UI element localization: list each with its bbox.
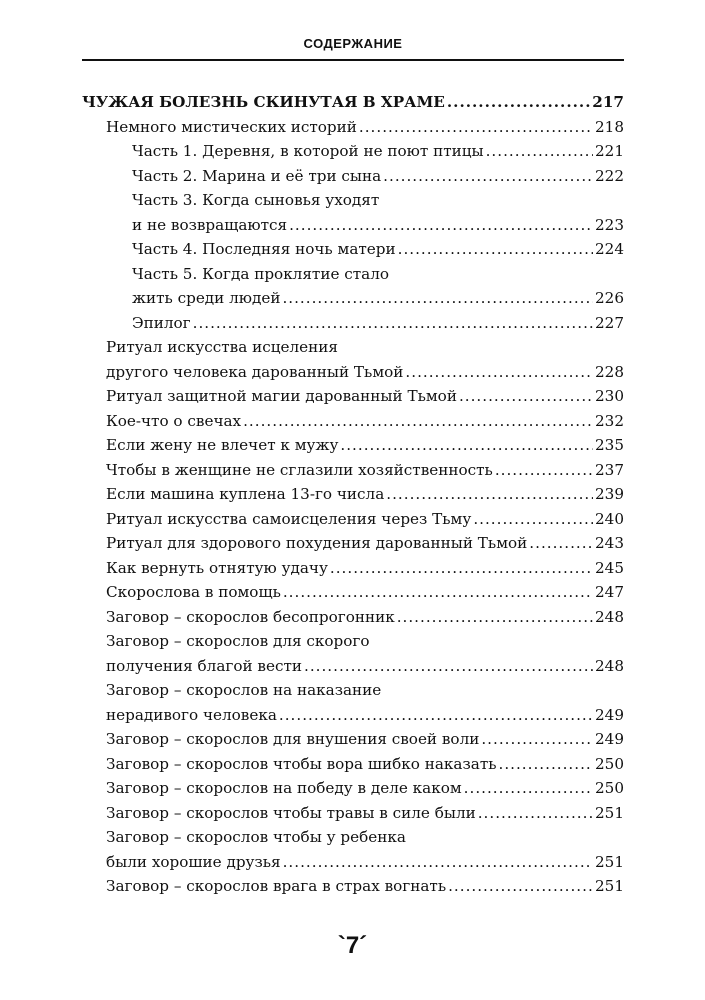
toc-entry-page: 224	[595, 240, 624, 258]
toc-entry	[82, 605, 624, 630]
toc-entry-title: Часть 1. Деревня, в которой не поют птицы	[132, 142, 484, 160]
toc-entry	[82, 874, 624, 899]
toc-entry-title: ЧУЖАЯ БОЛЕЗНЬ СКИНУТАЯ В ХРАМЕ	[82, 93, 445, 111]
toc-entry-page: 226	[595, 289, 624, 307]
running-header: СОДЕРЖАНИЕ	[303, 36, 403, 51]
toc-entry-page: 223	[595, 215, 624, 234]
toc-entry-title: Заговор – скорослов врага в страх вогнать	[106, 877, 447, 895]
toc-entry-title: Если жену не влечет к мужу	[106, 436, 339, 454]
toc-entry	[82, 213, 624, 238]
leader-dots	[279, 703, 593, 728]
toc-entry-title: Немного мистических историй	[106, 117, 357, 136]
toc-entry	[82, 115, 624, 140]
leader-dots	[447, 90, 590, 115]
toc-entry	[82, 654, 624, 679]
toc-entry-title: получения благой вести	[106, 656, 302, 675]
toc-entry-title: Заговор – скорослов чтобы у ребенка	[106, 828, 406, 846]
toc-entry	[82, 139, 624, 164]
leader-dots	[464, 776, 593, 801]
leader-dots	[282, 286, 593, 311]
leader-dots	[529, 531, 593, 556]
leader-dots	[448, 874, 593, 899]
toc-entry	[82, 188, 624, 213]
toc-entry-page: 217	[592, 93, 624, 111]
toc-entry-title: Скорослова в помощь	[106, 583, 281, 601]
toc-entry	[82, 262, 624, 287]
toc-entry-page: 248	[595, 607, 624, 626]
toc-entry	[82, 850, 624, 875]
toc-entry-title: Часть 5. Когда проклятие стало	[132, 264, 390, 283]
toc-entry-page: 250	[595, 754, 624, 773]
leader-dots	[283, 850, 593, 875]
toc-entry	[82, 384, 624, 409]
toc-entry-title: Заговор – скорослов на победу в деле каком	[106, 779, 462, 797]
toc-entry-page: 249	[595, 705, 624, 724]
toc-entry-page: 248	[595, 656, 624, 675]
toc-entry	[82, 825, 624, 850]
toc-entry-title: были хорошие друзья	[106, 852, 281, 871]
toc-entry	[82, 507, 624, 532]
toc-entry-title: другого человека дарованный Тьмой	[106, 362, 404, 381]
toc-entry	[82, 286, 624, 311]
toc-entry	[82, 703, 624, 728]
leader-dots	[359, 115, 593, 140]
toc-entry-page: 232	[595, 411, 624, 430]
leader-dots	[340, 433, 593, 458]
toc-entry-title: Как вернуть отнятую удачу	[106, 558, 328, 577]
toc-entry-page: 222	[595, 166, 624, 185]
toc-entry-page: 249	[595, 730, 624, 748]
toc-entry-page: 227	[595, 313, 624, 332]
toc-entry	[82, 237, 624, 262]
leader-dots	[386, 482, 593, 507]
leader-dots	[481, 727, 593, 752]
toc-entry-page: 245	[595, 558, 624, 577]
toc-entry-title: Эпилог	[132, 313, 191, 332]
toc-entry-page: 251	[595, 877, 624, 895]
toc-entry	[82, 482, 624, 507]
toc-entry-page: 237	[595, 460, 624, 479]
toc-entry-title: и не возвращаются	[132, 215, 288, 234]
toc-entry	[82, 458, 624, 483]
toc-entry	[82, 752, 624, 777]
toc-entry-page: 250	[595, 779, 624, 797]
toc-entry	[82, 360, 624, 385]
toc-entry	[82, 433, 624, 458]
leader-dots	[304, 654, 593, 679]
toc-entry	[82, 164, 624, 189]
leader-dots	[398, 237, 593, 262]
toc-entry-title: Ритуал защитной магии дарованный Тьмой	[106, 387, 457, 405]
toc-entry-title: Часть 3. Когда сыновья уходят	[132, 191, 380, 209]
header-divider	[82, 59, 624, 61]
leader-dots	[405, 360, 593, 385]
toc-entry	[82, 556, 624, 581]
toc-entry-page: 235	[595, 436, 624, 454]
toc-entry	[82, 801, 624, 826]
toc-entry	[82, 580, 624, 605]
toc-entry-page: 247	[595, 583, 624, 601]
toc-entry-title: Заговор – скорослов для внушения своей воли	[106, 730, 480, 748]
leader-dots	[193, 311, 593, 336]
toc-entry-page: 239	[595, 485, 624, 503]
toc-entry-page: 251	[595, 852, 624, 871]
leader-dots	[495, 458, 593, 483]
toc-entry-title: Кое-что о свечах	[106, 411, 242, 430]
toc-entry-page: 251	[595, 803, 624, 822]
leader-dots	[473, 507, 593, 532]
toc-entry-title: нерадивого человека	[106, 705, 277, 724]
toc-entry-title: жить среди людей	[132, 289, 281, 307]
toc-entry-page: 240	[595, 509, 624, 528]
toc-entry-title: Заговор – скорослов чтобы травы в силе были	[106, 803, 476, 822]
leader-dots	[330, 556, 593, 581]
leader-dots	[478, 801, 593, 826]
toc-entry-page: 230	[595, 387, 624, 405]
toc-entry	[82, 629, 624, 654]
toc-entry-title: Заговор – скорослов бесопрогонник	[106, 607, 395, 626]
toc-entry-page: 243	[595, 534, 624, 552]
toc-entry	[82, 776, 624, 801]
toc-entry	[82, 335, 624, 360]
toc-entry-title: Ритуал искусства самоисцеления через Тьму	[106, 509, 472, 528]
toc-entry-page: 228	[595, 362, 624, 381]
leader-dots	[397, 605, 593, 630]
toc-entry	[82, 409, 624, 434]
toc-entry-title: Заговор – скорослов чтобы вора шибко наказать	[106, 754, 497, 773]
leader-dots	[459, 384, 593, 409]
toc-entry-title: Чтобы в женщине не сглазили хозяйственность	[106, 460, 493, 479]
toc-entry	[82, 90, 624, 115]
toc-entry-title: Заговор – скорослов на наказание	[106, 681, 382, 699]
toc-entry-title: Ритуал для здорового похудения дарованный Тьмой	[106, 534, 528, 552]
toc-entry-page: 221	[595, 142, 624, 160]
table-of-contents	[82, 90, 624, 899]
leader-dots	[383, 164, 593, 189]
toc-entry-title: Часть 4. Последняя ночь матери	[132, 240, 396, 258]
toc-entry-title: Часть 2. Марина и её три сына	[132, 166, 382, 185]
leader-dots	[283, 580, 593, 605]
page-number: `7´	[337, 932, 368, 959]
toc-entry	[82, 531, 624, 556]
toc-entry	[82, 727, 624, 752]
toc-entry	[82, 678, 624, 703]
toc-entry	[82, 311, 624, 336]
leader-dots	[243, 409, 593, 434]
toc-entry-title: Ритуал искусства исцеления	[106, 338, 338, 356]
leader-dots	[289, 213, 593, 238]
leader-dots	[499, 752, 594, 777]
toc-entry-page: 218	[595, 117, 624, 136]
toc-entry-title: Заговор – скорослов для скорого	[106, 632, 370, 650]
toc-entry-title: Если машина куплена 13-го числа	[106, 485, 385, 503]
leader-dots	[486, 139, 593, 164]
